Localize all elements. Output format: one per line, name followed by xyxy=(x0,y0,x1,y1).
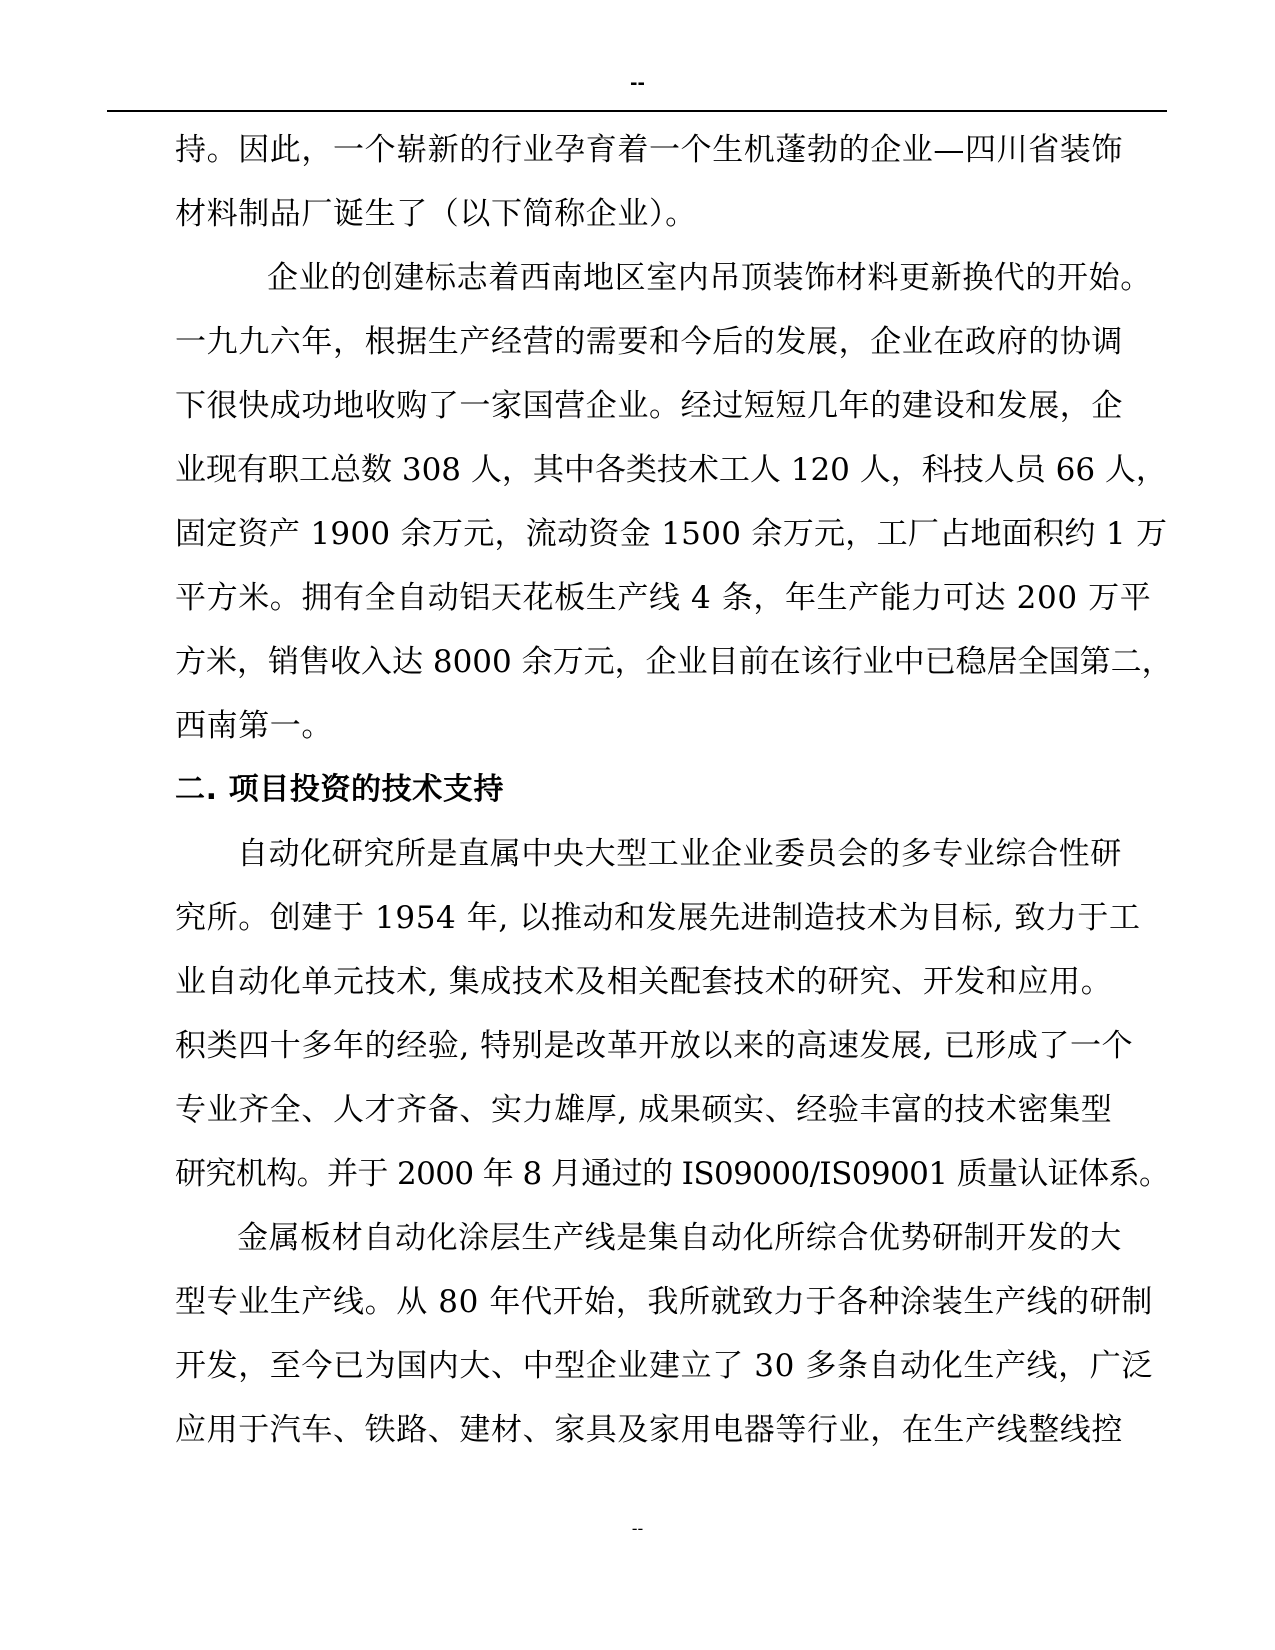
body-line: 平方米。拥有全自动铝天花板生产线 4 条，年生产能力可达 200 万平 xyxy=(175,580,1152,616)
body-line: 下很快成功地收购了一家国营企业。经过短短几年的建设和发展，企 xyxy=(175,388,1123,424)
paragraph-first-line: 自动化研究所是直属中央大型工业企业委员会的多专业综合性研 xyxy=(237,836,1122,872)
header-rule xyxy=(107,110,1167,112)
body-line: 开发，至今已为国内大、中型企业建立了 30 多条自动化生产线，广泛 xyxy=(175,1348,1153,1384)
body-line: 究所。创建于 1954 年, 以推动和发展先进制造技术为目标, 致力于工 xyxy=(175,900,1141,936)
body-line: 研究机构。并于 2000 年 8 月通过的 IS09000/IS09001 质量认证体系。 xyxy=(175,1156,1170,1192)
body-line: 专业齐全、人才齐备、实力雄厚, 成果硕实、经验丰富的技术密集型 xyxy=(175,1092,1113,1128)
body-line: 型专业生产线。从 80 年代开始，我所就致力于各种涂装生产线的研制 xyxy=(175,1284,1153,1320)
body-line: 应用于汽车、铁路、建材、家具及家用电器等行业，在生产线整线控 xyxy=(175,1412,1123,1448)
body-line: 积类四十多年的经验, 特别是改革开放以来的高速发展, 已形成了一个 xyxy=(175,1028,1134,1064)
paragraph-first-line: 金属板材自动化涂层生产线是集自动化所综合优势研制开发的大 xyxy=(237,1220,1122,1256)
header-mark: -- xyxy=(630,73,645,94)
body-line: 西南第一。 xyxy=(175,708,333,744)
body-line: 一九九六年，根据生产经营的需要和今后的发展，企业在政府的协调 xyxy=(175,324,1123,360)
body-line: 业现有职工总数 308 人，其中各类技术工人 120 人，科技人员 66 人， xyxy=(175,452,1167,488)
body-line: 材料制品厂诞生了（以下简称企业）。 xyxy=(175,196,697,232)
paragraph-first-line: 企业的创建标志着西南地区室内吊顶装饰材料更新换代的开始。 xyxy=(267,260,1152,296)
body-line: 固定资产 1900 余万元，流动资金 1500 余万元，工厂占地面积约 1 万 xyxy=(175,516,1168,552)
section-heading: 二. 项目投资的技术支持 xyxy=(175,772,505,807)
body-line: 方米，销售收入达 8000 余万元，企业目前在该行业中已稳居全国第二， xyxy=(175,644,1173,680)
document-body xyxy=(175,118,1175,1462)
footer-mark: -- xyxy=(631,1519,644,1538)
body-line: 持。因此，一个崭新的行业孕育着一个生机蓬勃的企业—四川省装饰 xyxy=(175,132,1123,168)
body-line: 业自动化单元技术, 集成技术及相关配套技术的研究、开发和应用。 xyxy=(175,964,1113,1000)
